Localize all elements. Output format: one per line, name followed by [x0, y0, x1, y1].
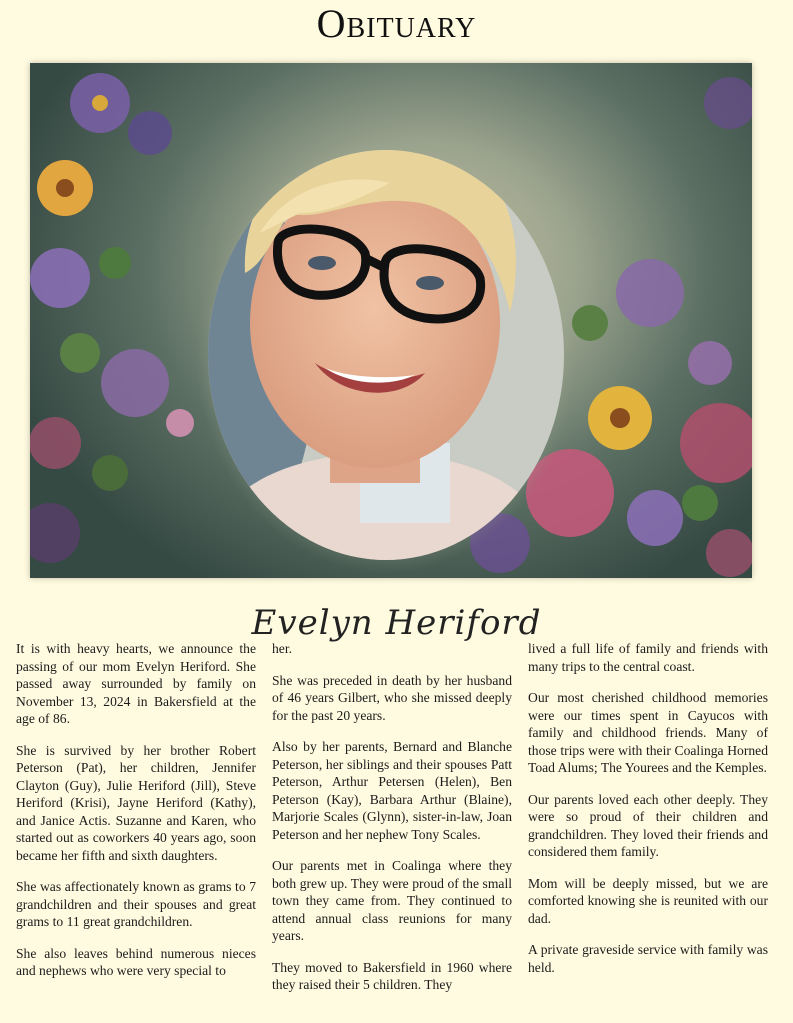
paragraph: her.	[272, 641, 293, 656]
paragraph: She was affectionately known as grams to 7 grandchildren and their spouses and great grams to 11 great grandchildren.	[16, 879, 256, 929]
paragraph: Mom will be deeply missed, but we are comforted knowing she is reunited with our dad.	[528, 875, 768, 926]
portrait-photo	[30, 63, 752, 578]
paragraph: She is survived by her brother Robert Peterson (Pat), her children, Jennifer Clayton (Guy), Julie Heriford (Jill), Steve Heriford (Krisi), Jayne Heriford (Kathy), and Janice Actis. Suzanne and Karen, who started out as coworkers 40 years ago, soon became her fifth and sixth daughters.	[16, 742, 256, 863]
paragraph: Our parents loved each other deeply. They were so proud of their children and grandchildren. They loved their friends and considered them family.	[528, 791, 768, 859]
floral-portrait-illustration	[30, 63, 752, 578]
text-column-1	[16, 640, 256, 994]
text-column-2	[272, 640, 512, 1008]
paragraph: Also by her parents, Bernard and Blanche Peterson, her siblings and their spouses Patt Peterson, Arthur Petersen (Helen), Ben Peterson (Kay), Barbara Arthur (Blaine), Marjorie Scales (Glynn), sister-in-law, Joan Peterson and her nephew Tony Scales.	[272, 739, 512, 842]
paragraph: She also leaves behind numerous nieces and nephews who were very special to	[16, 945, 256, 978]
paragraph: Our parents met in Coalinga where they both grew up. They were proud of the small town they came from. They continued to attend annual class reunions for many years.	[272, 858, 512, 943]
paragraph: It is with heavy hearts, we announce the passing of our mom Evelyn Heriford. She passed away surrounded by family on November 13, 2024 in Bakersfield at the age of 86.	[16, 641, 256, 726]
left-flowers	[30, 73, 194, 563]
paragraph: Our most cherished childhood memories were our times spent in Cayucos with family and childhood friends. Many of those trips were with their Coalinga Horned Toad Alums; The Yourees and the Kemples.	[528, 690, 768, 775]
text-column-3	[528, 640, 768, 990]
page-title: Obituary	[316, 1, 477, 46]
paragraph: A private graveside service with family was held.	[528, 942, 768, 975]
deceased-name: Evelyn Heriford	[251, 603, 542, 643]
paragraph: She was preceded in death by her husband of 46 years Gilbert, who she missed deeply for the past 20 years.	[272, 672, 512, 723]
paragraph: lived a full life of family and friends with many trips to the central coast.	[528, 641, 768, 674]
paragraph: They moved to Bakersfield in 1960 where they raised their 5 children. They	[272, 959, 512, 992]
